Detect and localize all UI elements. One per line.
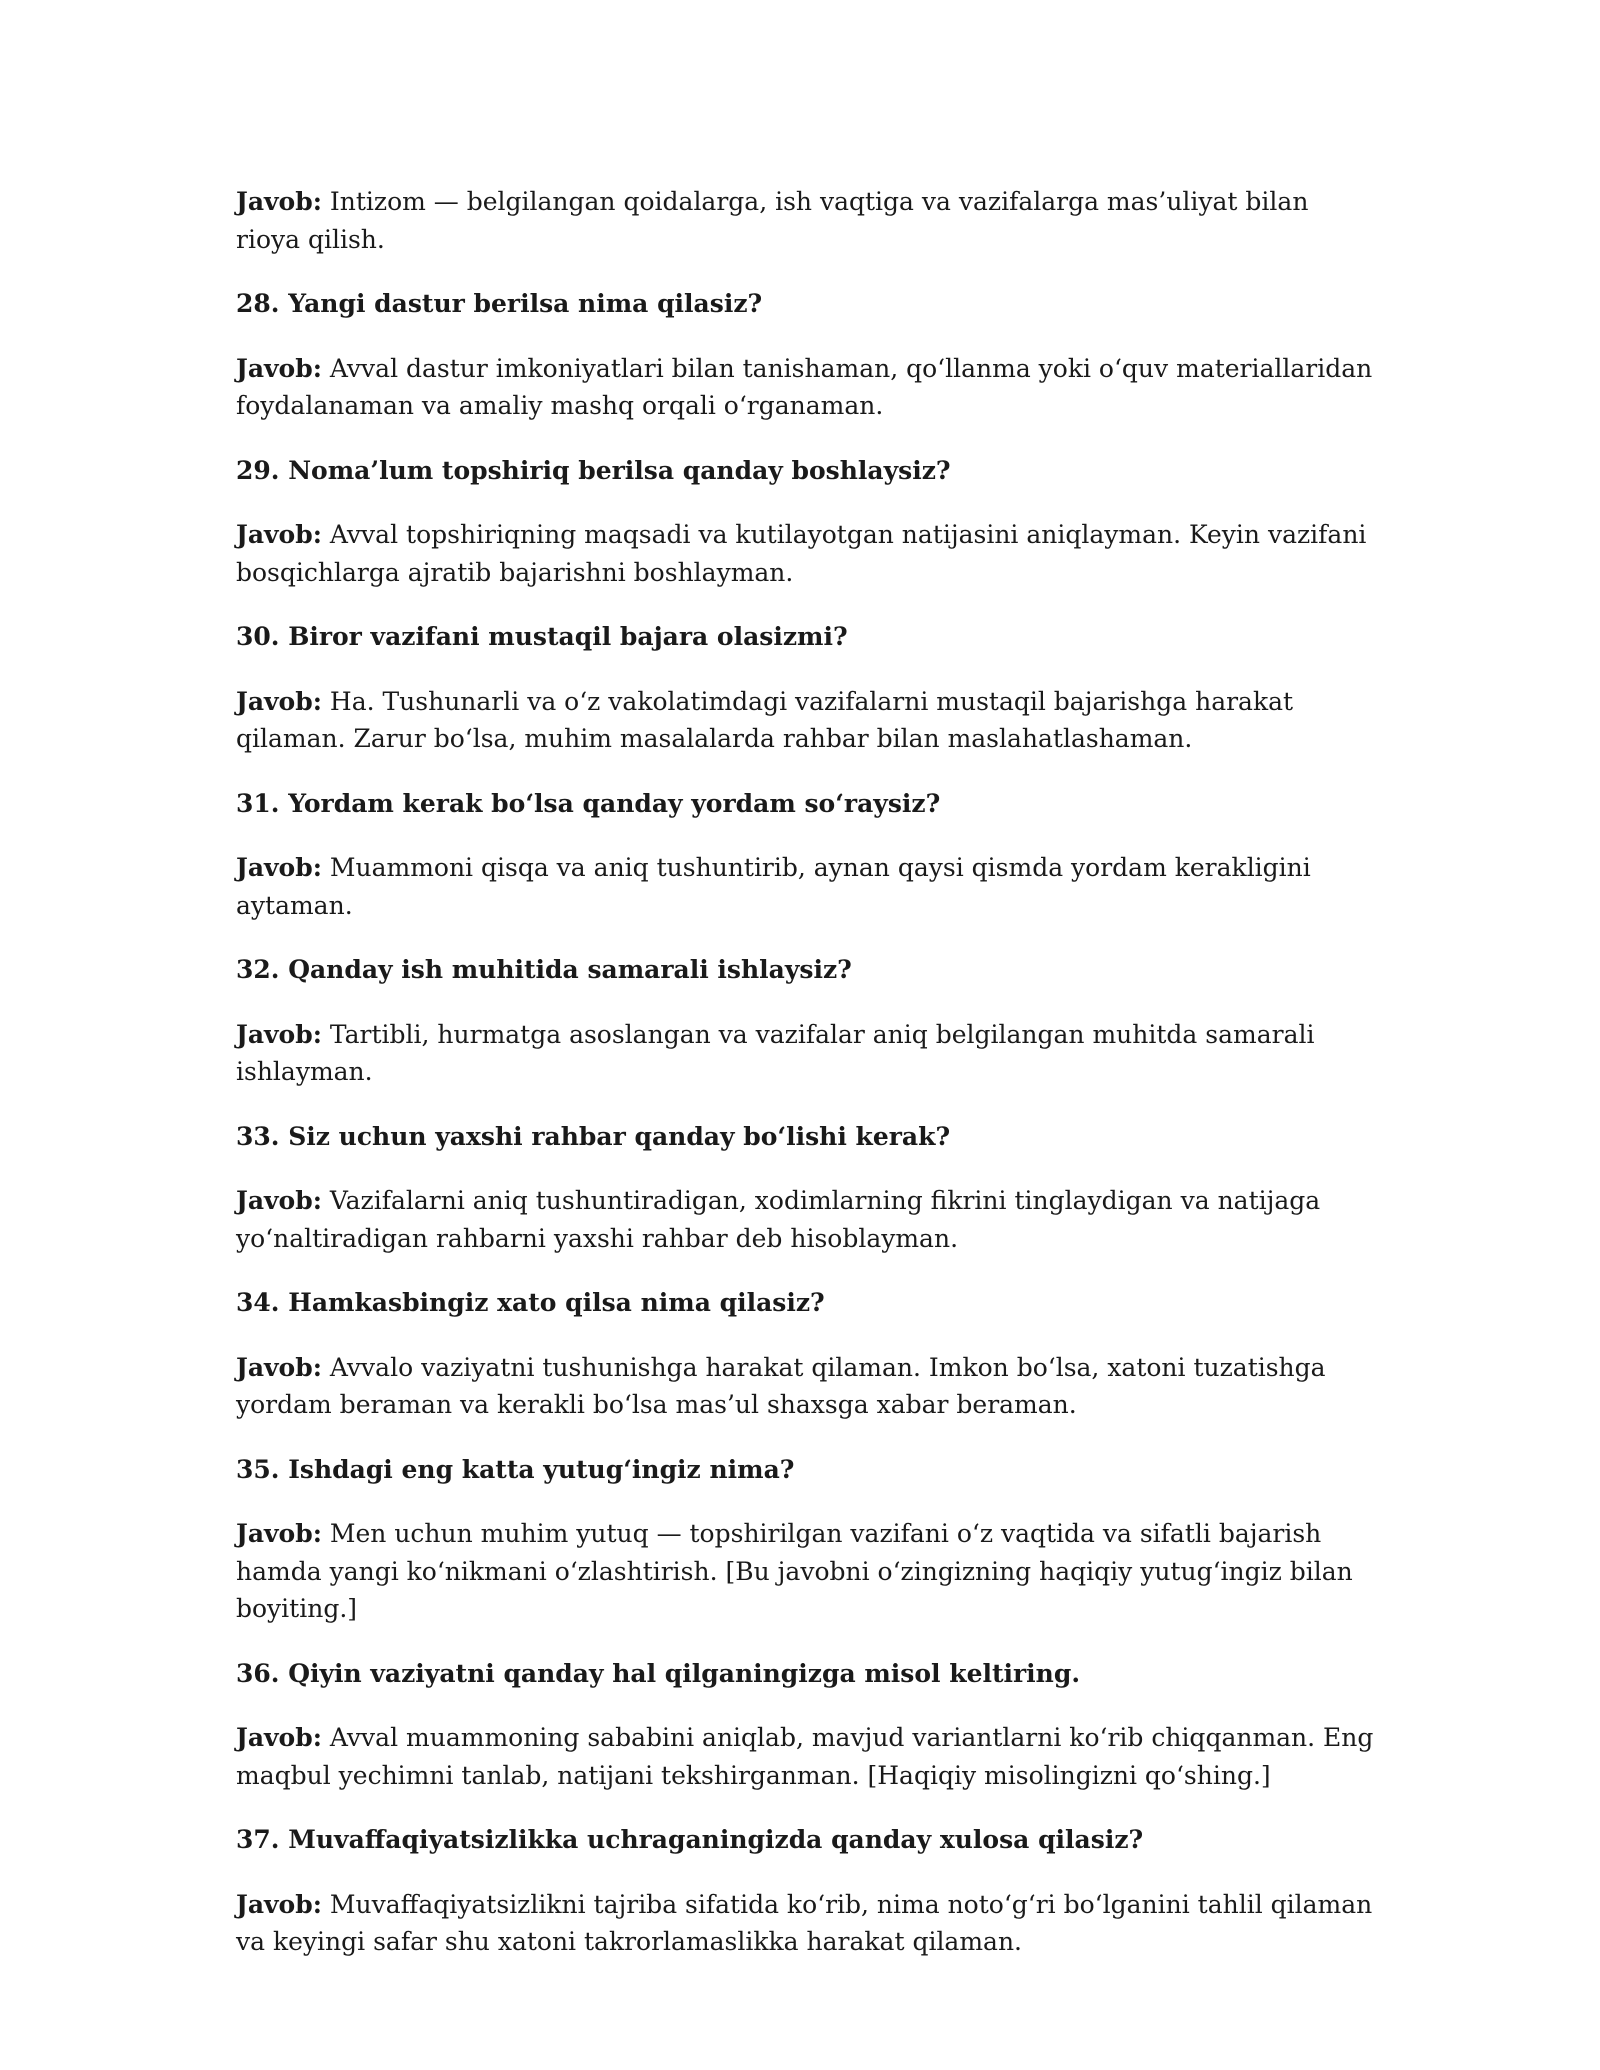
answer-label: Javob:: [236, 686, 322, 716]
answer-text: Avval muammoning sababini aniqlab, mavjud variantlarni ko‘rib chiqqanman. Eng maqbul yechimni tanlab, natijani tekshirganman. [Haqiqiy misolingizni qo‘shing.]: [236, 1723, 1374, 1790]
answer-text: Tartibli, hurmatga asoslangan va vazifalar aniq belgilangan muhitda samarali ishlayman.: [236, 1019, 1315, 1086]
document-body: [236, 183, 1376, 1988]
answer-text: Avval dastur imkoniyatlari bilan tanishaman, qo‘llanma yoki o‘quv materiallaridan foydalanaman va amaliy mashq orqali o‘rganaman.: [236, 353, 1373, 420]
answer-text: Intizom — belgilangan qoidalarga, ish vaqtiga va vazifalarga mas’uliyat bilan rioya qilish.: [236, 187, 1309, 254]
answer-label: Javob:: [236, 1889, 322, 1919]
answer-33: [236, 1182, 1376, 1257]
answer-label: Javob:: [236, 853, 322, 882]
answer-29: [236, 516, 1376, 591]
intro-answer: [236, 183, 1376, 258]
answer-28: [236, 350, 1376, 425]
answer-text: Muammoni qisqa va aniq tushuntirib, aynan qaysi qismda yordam kerakligini aytaman.: [236, 853, 1311, 920]
answer-label: Javob:: [236, 1186, 322, 1215]
answer-text: Vazifalarni aniq tushuntiradigan, xodimlarning fikrini tinglaydigan va natijaga yo‘naltiradigan rahbarni yaxshi rahbar deb hisoblayman.: [236, 1186, 1321, 1253]
answer-34: [236, 1349, 1376, 1424]
answer-35: [236, 1515, 1376, 1628]
question-31: 31. Yordam kerak bo‘lsa qanday yordam so‘raysiz?: [236, 788, 941, 818]
question-28: 28. Yangi dastur berilsa nima qilasiz?: [236, 289, 763, 318]
answer-37: [236, 1886, 1376, 1961]
answer-text: Avvalo vaziyatni tushunishga harakat qilaman. Imkon bo‘lsa, xatoni tuzatishga yordam beraman va kerakli bo‘lsa mas’ul shaxsga xabar beraman.: [236, 1352, 1326, 1419]
answer-label: Javob:: [236, 353, 322, 383]
answer-label: Javob:: [236, 1723, 322, 1752]
question-29: 29. Noma’lum topshiriq berilsa qanday boshlaysiz?: [236, 455, 951, 485]
answer-text: Muvaffaqiyatsizlikni tajriba sifatida ko‘rib, nima noto‘g‘ri bo‘lganini tahlil qilaman va keyingi safar shu xatoni takrorlamaslikka harakat qilaman.: [236, 1889, 1373, 1956]
question-30: 30. Biror vazifani mustaqil bajara olasizmi?: [236, 622, 848, 651]
question-37: 37. Muvaffaqiyatsizlikka uchraganingizda qanday xulosa qilasiz?: [236, 1825, 1144, 1854]
question-33: 33. Siz uchun yaxshi rahbar qanday bo‘lishi kerak?: [236, 1121, 951, 1151]
answer-text: Ha. Tushunarli va o‘z vakolatimdagi vazifalarni mustaqil bajarishga harakat qilaman. Zarur bo‘lsa, muhim masalalarda rahbar bilan maslahatlashaman.: [236, 686, 1294, 753]
question-35: 35. Ishdagi eng katta yutug‘ingiz nima?: [236, 1454, 795, 1484]
answer-label: Javob:: [236, 187, 322, 216]
answer-text: Avval topshiriqning maqsadi va kutilayotgan natijasini aniqlayman. Keyin vazifani bosqichlarga ajratib bajarishni boshlayman.: [236, 520, 1367, 587]
answer-label: Javob:: [236, 520, 322, 549]
answer-text: Men uchun muhim yutuq — topshirilgan vazifani o‘z vaqtida va sifatli bajarish hamda yangi ko‘nikmani o‘zlashtirish. [Bu javobni o‘zingizning haqiqiy yutug‘ingiz bilan boyiting.]: [236, 1519, 1353, 1623]
question-36: 36. Qiyin vaziyatni qanday hal qilganingizga misol keltiring.: [236, 1658, 1081, 1688]
answer-label: Javob:: [236, 1019, 322, 1049]
answer-36: [236, 1719, 1376, 1794]
answer-label: Javob:: [236, 1519, 322, 1548]
answer-31: [236, 849, 1376, 924]
answer-label: Javob:: [236, 1352, 322, 1382]
answer-30: [236, 683, 1376, 758]
answer-32: [236, 1016, 1376, 1091]
question-32: 32. Qanday ish muhitida samarali ishlaysiz?: [236, 955, 852, 984]
question-34: 34. Hamkasbingiz xato qilsa nima qilasiz?: [236, 1288, 825, 1317]
